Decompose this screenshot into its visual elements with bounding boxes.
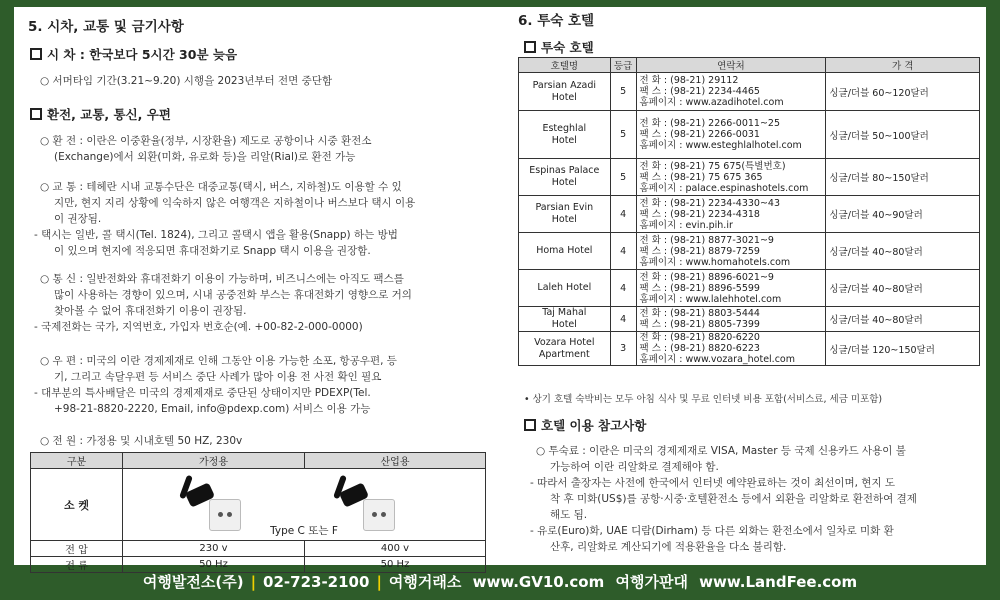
hotel-name-line: Parsian Evin: [535, 202, 594, 213]
timezone-note: [40, 73, 332, 89]
hotel-table: [518, 57, 980, 366]
hotel-tel: 전 화 : (98-21) 2266-0011~25: [639, 118, 780, 129]
hotel-grade: 4: [610, 196, 636, 233]
row-industrial: 50 Hz: [305, 557, 486, 573]
exchange-heading: [30, 105, 171, 123]
hotel-contact: [636, 196, 826, 233]
hotel-grade: 5: [610, 159, 636, 196]
hotel-contact: [636, 233, 826, 270]
hotel-web: 홈페이지 : www.vozara_hotel.com: [639, 354, 795, 365]
hotel-grade: 5: [610, 111, 636, 159]
text-line: - 대부분의 특사배달은 미국의 경제제재로 중단된 상태이지만 PDEXP(Tel.: [34, 387, 371, 399]
hotel-contact: [636, 307, 826, 332]
hotel-header-price: 가 격: [826, 58, 980, 73]
power-note: [40, 433, 242, 449]
hotel-price: 싱글/더블 120~150달러: [826, 332, 980, 366]
table-row: [31, 541, 486, 557]
hotel-fax: 팩 스 : (98-21) 2266-0031: [639, 129, 760, 140]
footer-label2: 여행가판대: [615, 573, 688, 591]
document-page: [14, 7, 986, 572]
hotel-price: 싱글/더블 40~80달러: [826, 270, 980, 307]
hotel-grade: 4: [610, 233, 636, 270]
hotel-web: 홈페이지 : evin.pih.ir: [639, 219, 733, 231]
hotel-grade: 4: [610, 307, 636, 332]
checkbox-square-icon: [30, 48, 42, 60]
hotel-header-name: 호텔명: [519, 58, 611, 73]
telecom-paragraph: [34, 271, 412, 335]
hotel-contact: [636, 270, 826, 307]
text-line: ○ 교 통 : 테헤란 시내 교통수단은 대중교통(택시, 버스, 지하철)도 이용할 수 있: [40, 181, 402, 193]
hotel-name: [519, 233, 611, 270]
tips-paragraph: [530, 443, 917, 555]
hotel-name-line: Hotel: [551, 214, 577, 225]
hotel-tel: 전 화 : (98-21) 8877-3021~9: [639, 234, 774, 246]
footer-bar: [0, 568, 1000, 596]
checkbox-square-icon: [524, 419, 536, 431]
hotel-name-line: Hotel: [551, 319, 577, 330]
hotel-name-line: Parsian Azadi: [532, 79, 597, 91]
hotel-grade: 4: [610, 270, 636, 307]
hotel-name-line: Apartment: [538, 348, 590, 360]
socket-header-industrial: 산업용: [305, 453, 486, 469]
hotel-price: 싱글/더블 40~80달러: [826, 307, 980, 332]
hotel-name: [519, 73, 611, 111]
hotel-fax: 팩 스 : (98-21) 8805-7399: [639, 319, 760, 330]
hotel-tel: 전 화 : (98-21) 75 675(특별번호): [639, 160, 786, 172]
footer-site1-link[interactable]: www.GV10.com: [472, 573, 605, 591]
socket-table: [30, 452, 486, 573]
section-title-timezone: 5. 시차, 교통 및 금기사항: [28, 19, 184, 35]
hotel-web: 홈페이지 : www.homahotels.com: [639, 256, 791, 268]
hotel-contact: [636, 73, 826, 111]
hotel-name: [519, 159, 611, 196]
exchange-paragraph: [40, 133, 371, 165]
hotel-fax: 팩 스 : (98-21) 8879-7259: [639, 245, 760, 257]
footer-separator: |: [376, 573, 382, 591]
table-row: [519, 111, 980, 159]
text-line: ○ 환 전 : 이란은 이중환율(정부, 시장환율) 제도로 공항이나 시중 환전소: [40, 135, 372, 147]
table-row: [519, 73, 980, 111]
text-line: - 유로(Euro)화, UAE 디람(Dirham) 등 다른 외화는 환전소에서 일차로 미화 환: [530, 525, 894, 537]
hotel-web: 홈페이지 : www.esteghlalhotel.com: [639, 140, 802, 151]
text-line: - 택시는 일반, 콜 택시(Tel. 1824), 그리고 콜택시 앱을 활용(Snapp) 하는 방법: [34, 229, 398, 241]
hotel-grade: 5: [610, 73, 636, 111]
hotel-note: [524, 392, 882, 408]
hotel-name: [519, 332, 611, 366]
table-row: [519, 332, 980, 366]
section-title-hotels: 6. 투숙 호텔: [518, 13, 595, 29]
hotel-grade: 3: [610, 332, 636, 366]
hotel-fax: 팩 스 : (98-21) 2234-4465: [639, 86, 760, 97]
hotel-name-line: Hotel: [551, 134, 577, 146]
hotel-web: 홈페이지 : palace.espinashotels.com: [639, 182, 809, 194]
hotel-name-line: Homa Hotel: [536, 245, 593, 256]
checkbox-square-icon: [524, 41, 536, 53]
hotel-web: 홈페이지 : www.lalehhotel.com: [639, 293, 782, 305]
hotel-name: [519, 196, 611, 233]
text-line: 찾아볼 수 없어 휴대전화기 이용이 권장됨.: [54, 305, 247, 317]
table-row: [519, 233, 980, 270]
table-row: [519, 159, 980, 196]
row-home: 50 Hz: [123, 557, 305, 573]
hotel-price: 싱글/더블 60~120달러: [826, 73, 980, 111]
hotel-tel: 전 화 : (98-21) 2234-4330~43: [639, 197, 780, 209]
text-line: 산후, 리알화로 계산되기에 적용환율을 다소 불리함.: [550, 541, 787, 553]
hotel-tel: 전 화 : (98-21) 29112: [639, 75, 739, 86]
hotel-header-grade: 등급: [610, 58, 636, 73]
row-home: 230 v: [123, 541, 305, 557]
hotel-contact: [636, 111, 826, 159]
hotel-price: 싱글/더블 80~150달러: [826, 159, 980, 196]
text-line: 해도 됨.: [550, 509, 588, 521]
table-row: [519, 307, 980, 332]
text-line: 지만, 현지 지리 상황에 익숙하지 않은 여행객은 지하철이나 버스보다 택시 이용: [54, 197, 416, 209]
socket-type: Type C 또는 F: [270, 525, 338, 537]
text-line: ○ 우 편 : 미국의 이란 경제제재로 인해 그동안 이용 가능한 소포, 항공우편, 등: [40, 355, 397, 367]
text-line: +98-21-8820-2220, Email, info@pdexp.com) 서비스 이용 가능: [54, 403, 371, 415]
hotel-name-line: Hotel: [551, 177, 577, 188]
socket-images-cell: [123, 469, 486, 541]
text-line: ○ 통 신 : 일반전화와 휴대전화기 이용이 가능하며, 비즈니스에는 아직도 팩스를: [40, 273, 404, 285]
text-line: 착 후 미화(US$)를 공항·시중·호텔환전소 등에서 외환을 리알화로 환전하여 결제: [550, 493, 917, 505]
hotel-fax: 팩 스 : (98-21) 8896-5599: [639, 282, 760, 294]
hotel-name: [519, 307, 611, 332]
hotel-contact: [636, 159, 826, 196]
row-industrial: 400 v: [305, 541, 486, 557]
timezone-heading-text: 시 차 : 한국보다 5시간 30분 늦음: [47, 47, 238, 62]
hotel-fax: 팩 스 : (98-21) 8820-6223: [639, 343, 760, 354]
text-line: - 국제전화는 국가, 지역번호, 가입자 번호순(예. +00-82-2-000-0000): [34, 321, 363, 333]
hotel-name-line: Espinas Palace: [529, 165, 600, 176]
checkbox-square-icon: [30, 108, 42, 120]
socket-label: 소 켓: [31, 469, 123, 541]
hotel-tel: 전 화 : (98-21) 8820-6220: [639, 332, 760, 343]
table-row: [519, 270, 980, 307]
footer-site2-link[interactable]: www.LandFee.com: [699, 573, 858, 591]
hotel-name-line: Laleh Hotel: [537, 282, 592, 293]
hotel-name-line: Taj Mahal: [542, 307, 587, 318]
footer-separator: |: [250, 573, 257, 591]
text-line: - 따라서 출장자는 사전에 한국에서 인터넷 예약완료하는 것이 최선이며, 현지 도: [530, 477, 896, 489]
row-label: 전 류: [31, 557, 123, 573]
hotel-contact: [636, 332, 826, 366]
table-row: [519, 196, 980, 233]
row-label: 전 압: [31, 541, 123, 557]
socket-header-home: 가정용: [123, 453, 305, 469]
timezone-heading: [30, 45, 237, 63]
timezone-note-text: ○ 서머타임 기간(3.21~9.20) 시행을 2023년부터 전면 중단함: [40, 75, 333, 87]
hotel-fax: 팩 스 : (98-21) 75 675 365: [639, 171, 763, 183]
hotel-price: 싱글/더블 40~90달러: [826, 196, 980, 233]
text-line: 이 권장됨.: [54, 213, 102, 225]
hotel-tel: 전 화 : (98-21) 8803-5444: [639, 308, 760, 319]
text-line: (Exchange)에서 외환(미화, 유로화 등)을 리알(Rial)로 환전 가능: [54, 151, 356, 163]
tips-heading-text: 호텔 이용 참고사항: [541, 418, 647, 433]
text-line: 많이 사용하는 경향이 있으며, 시내 공중전화 부스는 휴대전화기 영향으로 거의: [54, 289, 412, 301]
hotel-name: [519, 111, 611, 159]
hotel-web: 홈페이지 : www.azadihotel.com: [639, 97, 784, 108]
hotel-note-text: • 상기 호텔 숙박비는 모두 아침 식사 및 무료 인터넷 비용 포함(서비스료, 세금 미포함): [524, 394, 883, 405]
tips-heading: [524, 416, 646, 434]
hotel-header-contact: 연락처: [636, 58, 826, 73]
text-line: 가능하여 이란 리알화로 결제해야 함.: [550, 461, 719, 473]
hotel-price: 싱글/더블 40~80달러: [826, 233, 980, 270]
hotel-heading: [524, 38, 594, 56]
text-line: 이 있으며 현지에 적응되면 휴대전화기로 Snapp 택시 이용을 권장함.: [54, 245, 371, 257]
hotel-heading-text: 투숙 호텔: [541, 40, 594, 55]
hotel-name-line: Hotel: [551, 91, 577, 103]
hotel-fax: 팩 스 : (98-21) 2234-4318: [639, 208, 760, 220]
exchange-heading-text: 환전, 교통, 통신, 우편: [47, 107, 171, 122]
hotel-price: 싱글/더블 50~100달러: [826, 111, 980, 159]
text-line: ○ 투숙료 : 이란은 미국의 경제제재로 VISA, Master 등 국제 신용카드 사용이 불: [536, 445, 906, 457]
hotel-tel: 전 화 : (98-21) 8896-6021~9: [639, 271, 774, 283]
footer-phone: 02-723-2100: [263, 573, 370, 591]
power-note-text: ○ 전 원 : 가정용 및 시내호텔 50 HZ, 230v: [40, 435, 243, 447]
hotel-name: [519, 270, 611, 307]
post-paragraph: [34, 353, 397, 417]
text-line: 기, 그리고 속달우편 등 서비스 중단 사례가 많아 이용 전 사전 확인 필요: [54, 371, 382, 383]
footer-company: 여행발전소(주): [142, 573, 244, 591]
hotel-name-line: Esteghlal: [542, 122, 587, 134]
footer-label1: 여행거래소: [388, 573, 462, 591]
socket-header-category: 구분: [31, 453, 123, 469]
hotel-table-body: [519, 73, 980, 366]
transport-paragraph: [34, 179, 416, 259]
hotel-name-line: Vozara Hotel: [534, 336, 595, 348]
